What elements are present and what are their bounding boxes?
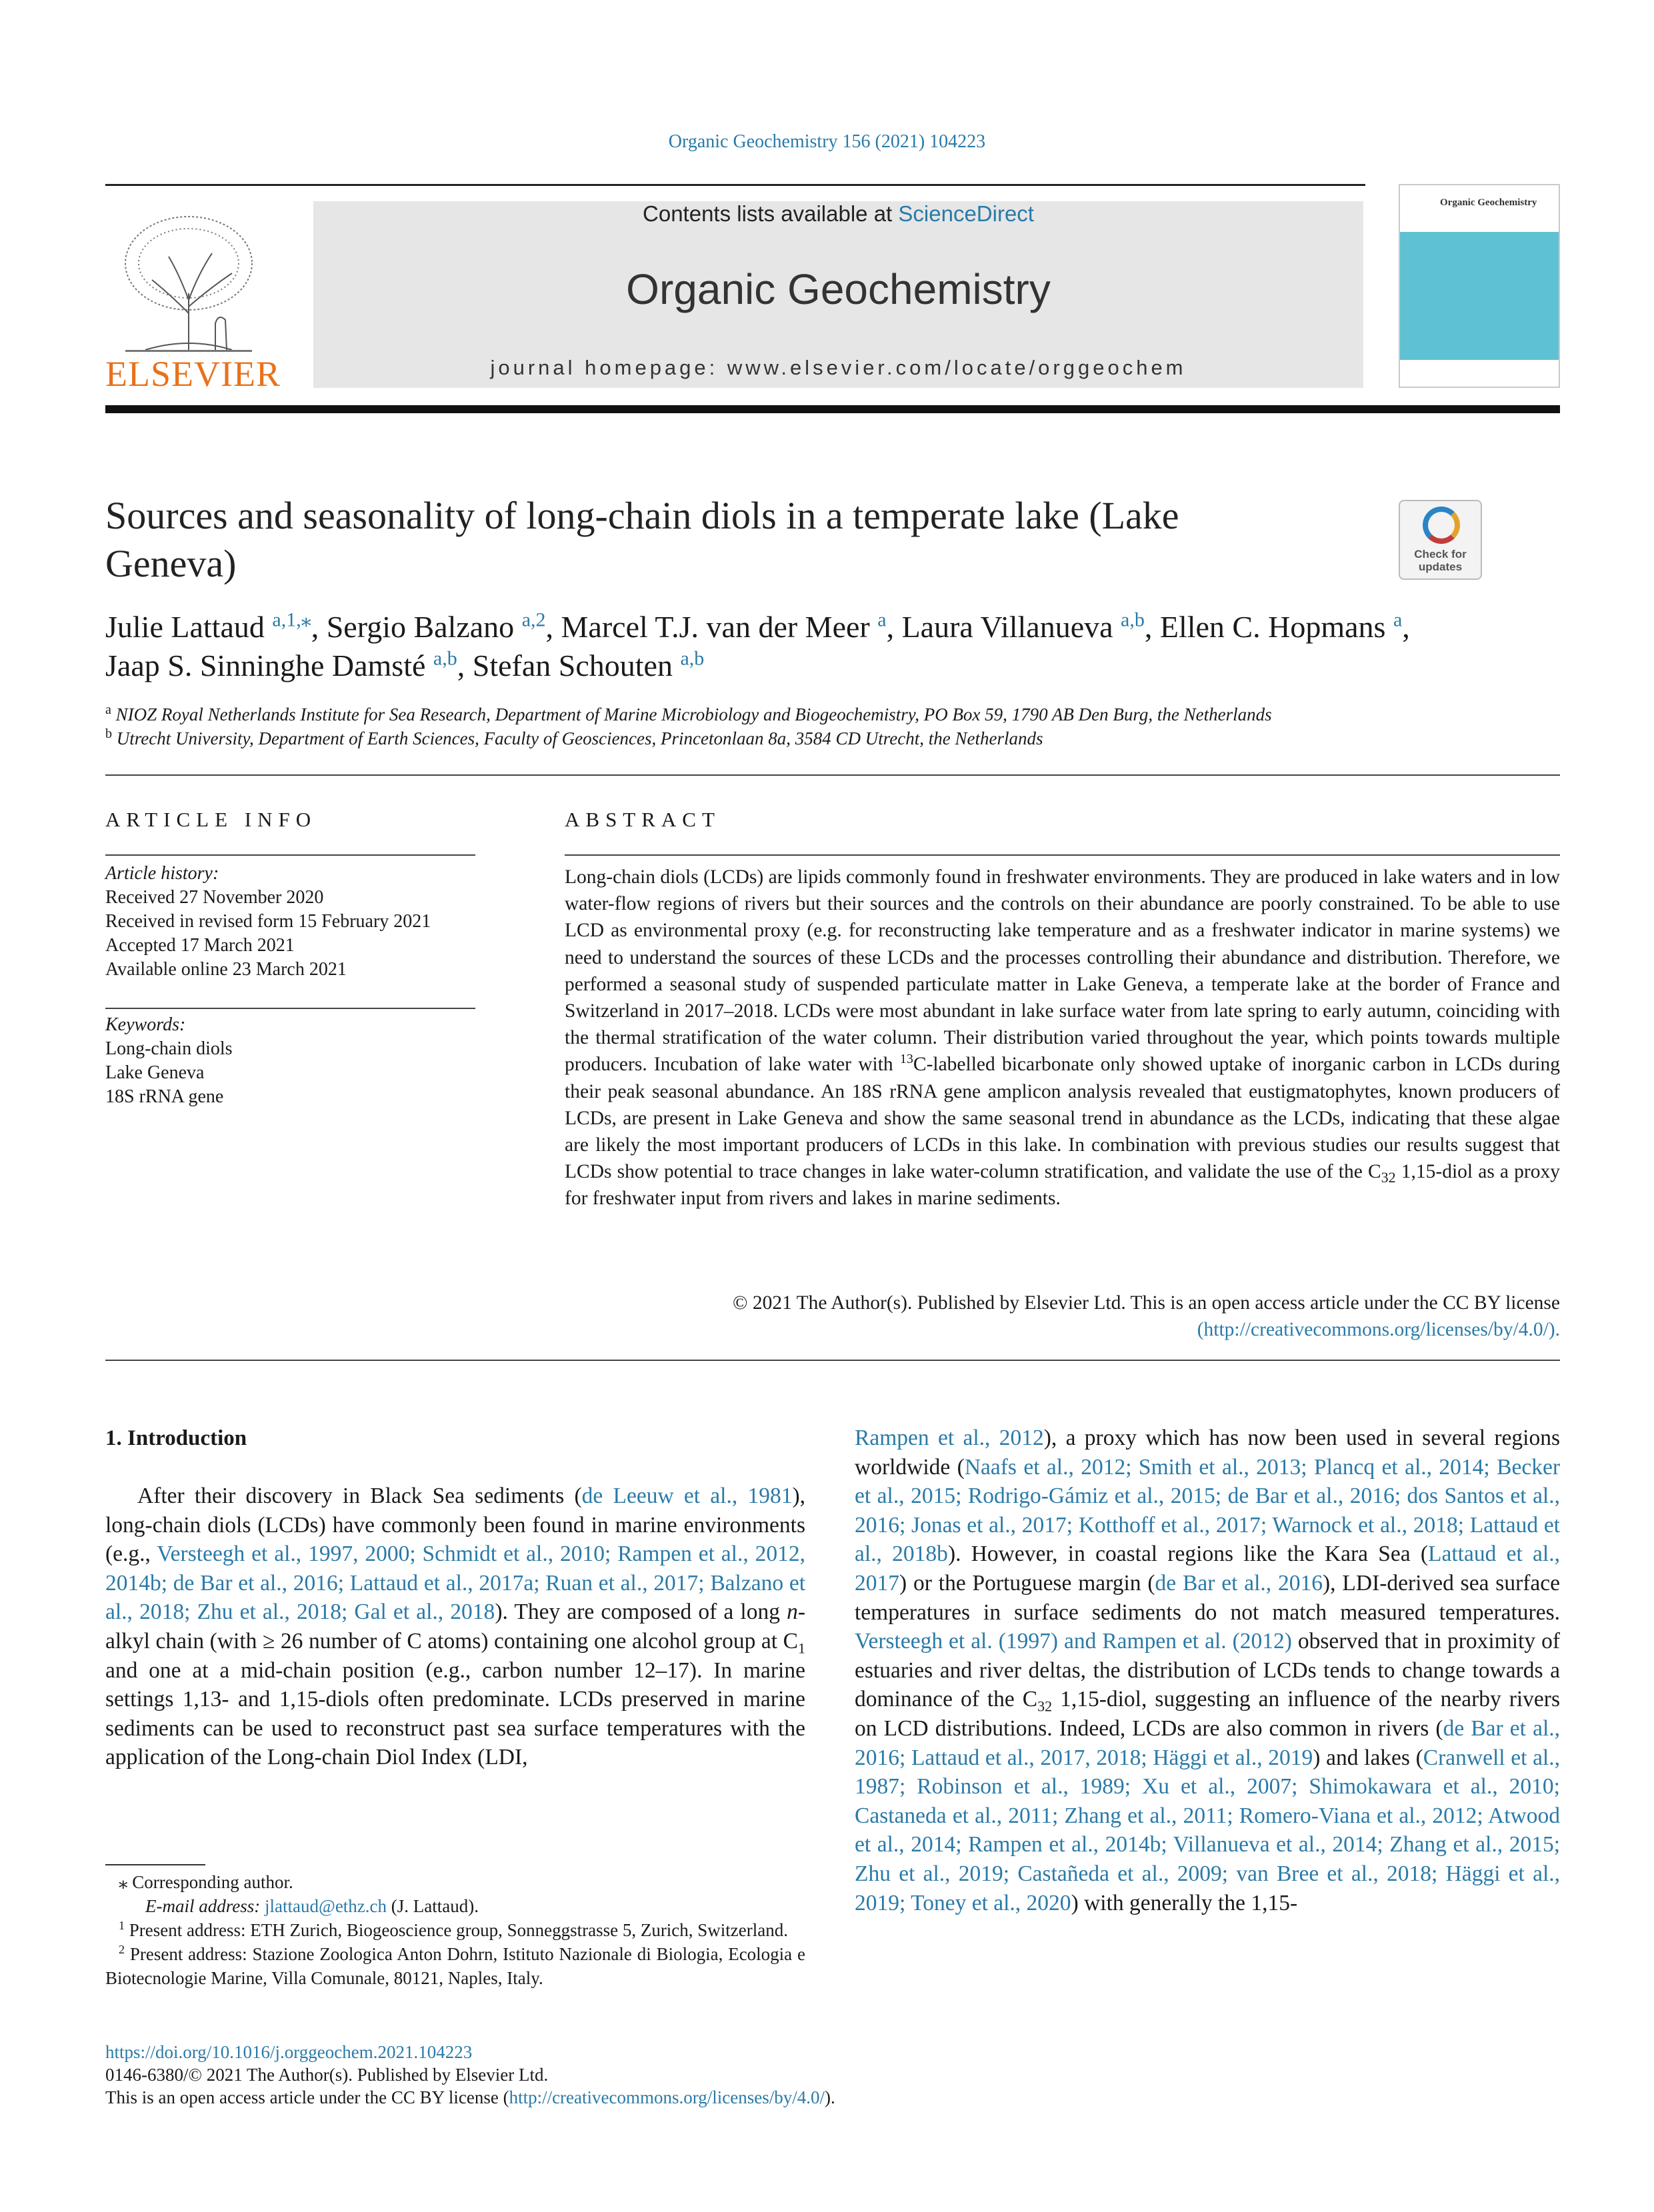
author[interactable]: Marcel T.J. van der Meer $^a$: [561, 608, 887, 644]
footnotes: [105, 1870, 805, 1990]
journal-reference-link[interactable]: Organic Geochemistry 156 (2021) 104223: [668, 131, 986, 152]
keyword: 18S rRNA gene: [105, 1086, 224, 1107]
article-history: [105, 862, 479, 982]
journal-homepage-link[interactable]: journal homepage: www.elsevier.com/locate/orggeochem: [490, 356, 1187, 379]
badge-label: Check for updates: [1414, 548, 1467, 573]
intro-text-right-column: Rampen et al., 2012), a proxy which has now been used in several regions worldwide (Naafs et al., 2012; Smith et al., 2013; Plancq et al., 2014; Becker et al., 2015; Rodrigo-Gámiz et al., 2015; de Bar et al., 2016; dos Santos et al., 2016; Jonas et al., 2017; Kotthoff et al., 2017; Warnock et al., 2018; Lattaud et al., 2018b). However, in coastal regions like the Kara Sea (Lattaud et al., 2017) or the Portuguese margin (de Bar et al., 2016), LDI-derived sea surface temperatures in surface sediments do not match measured temperatures. Versteegh et al. (1997) and Rampen et al. (2012) observed that in proximity of estuaries and river deltas, the distribution of LCDs tends to change towards a dominance of the $C_{32}$ 1,15-diol, suggesting an influence of the nearby rivers on LCD distributions. Indeed, LCDs are also common in rivers (de Bar et al., 2016; Lattaud et al., 2017, 2018; Häggi et al., 2019) and lakes (Cranwell et al., 1987; Robinson et al., 1989; Xu et al., 2007; Shimokawara et al., 2010; Castaneda et al., 2011; Zhang et al., 2011; Romero-Viana et al., 2012; Atwood et al., 2014; Rampen et al., 2014b; Villanueva et al., 2014; Zhang et al., 2015; Zhu et al., 2019; Castañeda et al., 2009; van Bree et al., 2018; Häggi et al., 2019; Toney et al., 2020) with generally the 1,15-: [855, 1426, 1561, 1915]
contents-prefix: Contents lists available at: [643, 201, 899, 226]
footnote-1: $^1$ Present address: ETH Zurich, Biogeoscience group, Sonneggstrasse 5, Zurich, Switzerland.: [119, 1919, 789, 1940]
cc-license-link[interactable]: http://creativecommons.org/licenses/by/4.0/: [509, 2087, 825, 2107]
license-link[interactable]: (http://creativecommons.org/licenses/by/4.0/).: [1197, 1319, 1560, 1340]
article-title: Sources and seasonality of long-chain diols in a temperate lake (Lake Geneva): [105, 494, 1179, 585]
check-for-updates-badge[interactable]: [1399, 500, 1482, 580]
contents-line: [313, 201, 1363, 227]
article-info-heading: ARTICLE INFO: [105, 808, 317, 831]
keywords: [105, 1013, 479, 1109]
author[interactable]: Julie Lattaud $^{a,1,⁎}$: [105, 608, 311, 644]
abstract-heading: ABSTRACT: [565, 808, 721, 831]
author[interactable]: Stefan Schouten $^{a,b}$: [472, 647, 705, 682]
footnote-rule: [105, 1864, 205, 1865]
affiliation-b: $^b$ Utrecht University, Department of Earth Sciences, Faculty of Geosciences, Princetonlaan 8a, 3584 CD Utrecht, the Netherlands: [105, 726, 1043, 748]
page-footer: [105, 2041, 1105, 2109]
history-label: Article history:: [105, 863, 219, 884]
divider: [105, 854, 475, 856]
author-list: Julie Lattaud $^{a,1,⁎}$, Sergio Balzano $^{a,2}$, Marcel T.J. van der Meer $^a$, Laura Villanueva $^{a,b}$, Ellen C. Hopmans $^a$, Jaap S. Sinninghe Damsté $^{a,b}$, Stefan Schouten $^{a,b}$: [105, 608, 1410, 682]
email-link[interactable]: jlattaud@ethz.ch: [264, 1896, 387, 1916]
cover-header: [1400, 185, 1559, 232]
divider: [105, 774, 1560, 776]
journal-cover-thumbnail[interactable]: [1399, 184, 1560, 388]
history-accepted: Accepted 17 March 2021: [105, 935, 295, 956]
keyword: Long-chain diols: [105, 1038, 233, 1059]
sciencedirect-link[interactable]: ScienceDirect: [898, 201, 1034, 226]
author[interactable]: Sergio Balzano $^{a,2}$: [326, 608, 546, 644]
footnote-2: $^2$ Present address: Stazione Zoologica Anton Dohrn, Istituto Nazionale di Biologia, Ecologia e Biotecnologie Marine, Villa Comunale, 80121, Naples, Italy.: [105, 1943, 805, 1988]
abstract-license: © 2021 The Author(s). Published by Elsevier Ltd. This is an open access article under the CC BY license (http://creativecommons.org/licenses/by/4.0/).: [733, 1292, 1560, 1340]
header-thick-rule: [105, 405, 1560, 413]
keyword: Lake Geneva: [105, 1062, 205, 1083]
affiliation-a: $^a$ NIOZ Royal Netherlands Institute for Sea Research, Department of Marine Microbiology and Biogeochemistry, PO Box 59, 1790 AB Den Burg, the Netherlands: [105, 702, 1272, 724]
divider: [105, 1008, 475, 1009]
abstract-text: Long-chain diols (LCDs) are lipids commonly found in freshwater environments. They are produced in lake waters and in low water-flow regions of rivers but their sources and the controls on their abundance are poorly constrained. To be able to use LCD as environmental proxy (e.g. for reconstructing lake temperature and as a freshwater indicator in marine systems) we need to understand the sources of these LCDs and the processes controlling their abundance and distribution. Therefore, we performed a seasonal study of suspended particulate matter in Lake Geneva, a temperate lake at the border of France and Switzerland in 2017–2018. LCDs were most abundant in lake surface water from late spring to early autumn, coinciding with the thermal stratification of the water column. Their distribution varied throughout the year, which points towards multiple producers. Incubation of lake water with $^{13}$C-labelled bicarbonate only showed uptake of inorganic carbon in LCDs during their peak seasonal abundance. An 18S rRNA gene amplicon analysis revealed that eustigmatophytes, known producers of LCDs, are present in Lake Geneva and show the same seasonal trend in abundance as the LCDs, indicating that these algae are likely the most important producers of LCDs in this lake. In combination with previous studies our results suggest that LCDs show potential to trace changes in lake water-column stratification, and validate the use of the $C_{32}$ 1,15-diol as a proxy for freshwater input from rivers and lakes in marine sediments.: [565, 866, 1560, 1210]
introduction-heading: 1. Introduction: [105, 1426, 247, 1450]
author[interactable]: Jaap S. Sinninghe Damsté $^{a,b}$: [105, 647, 457, 682]
open-access-line: This is an open access article under the CC BY license (http://creativecommons.org/licenses/by/4.0/).: [105, 2087, 835, 2107]
intro-text-left-column: After their discovery in Black Sea sediments (de Leeuw et al., 1981), long-chain diols (LCDs) have commonly been found in marine environments (e.g., Versteegh et al., 1997, 2000; Schmidt et al., 2010; Rampen et al., 2012, 2014b; de Bar et al., 2016; Lattaud et al., 2017a; Ruan et al., 2017; Balzano et al., 2018; Zhu et al., 2018; Gal et al., 2018). They are composed of a long n-alkyl chain (with ≥ 26 number of C atoms) containing one alcohol group at $C_1$ and one at a mid-chain position (e.g., carbon number 12–17). In marine settings 1,13- and 1,15-diols often predominate. LCDs preserved in marine sediments can be used to reconstruct past sea surface temperatures with the application of the Long-chain Diol Index (LDI,: [105, 1484, 806, 1770]
crossmark-icon: [1423, 507, 1460, 544]
affiliations: [105, 702, 1572, 750]
journal-masthead: [313, 201, 1363, 388]
author[interactable]: Laura Villanueva $^{a,b}$: [901, 608, 1145, 644]
elsevier-wordmark: ELSEVIER: [105, 354, 281, 394]
history-received: Received 27 November 2020: [105, 887, 324, 908]
top-rule: [105, 184, 1365, 186]
journal-name: Organic Geochemistry: [626, 265, 1051, 313]
divider: [105, 1360, 1560, 1361]
doi-link[interactable]: https://doi.org/10.1016/j.orggeochem.2021.104223: [105, 2042, 473, 2062]
history-revised: Received in revised form 15 February 2021: [105, 911, 431, 932]
cover-footer: [1400, 360, 1559, 387]
issn-line: 0146-6380/© 2021 The Author(s). Published by Elsevier Ltd.: [105, 2065, 549, 2085]
footnote-email: E-mail address: jlattaud@ethz.ch (J. Lattaud).: [145, 1896, 479, 1916]
footnote-corresponding: ⁎ Corresponding author.: [119, 1872, 293, 1892]
cover-title: Organic Geochemistry: [1440, 197, 1537, 208]
divider: [565, 854, 1560, 856]
author[interactable]: Ellen C. Hopmans $^a$: [1159, 608, 1403, 644]
history-online: Available online 23 March 2021: [105, 959, 347, 980]
keywords-label: Keywords:: [105, 1014, 186, 1035]
